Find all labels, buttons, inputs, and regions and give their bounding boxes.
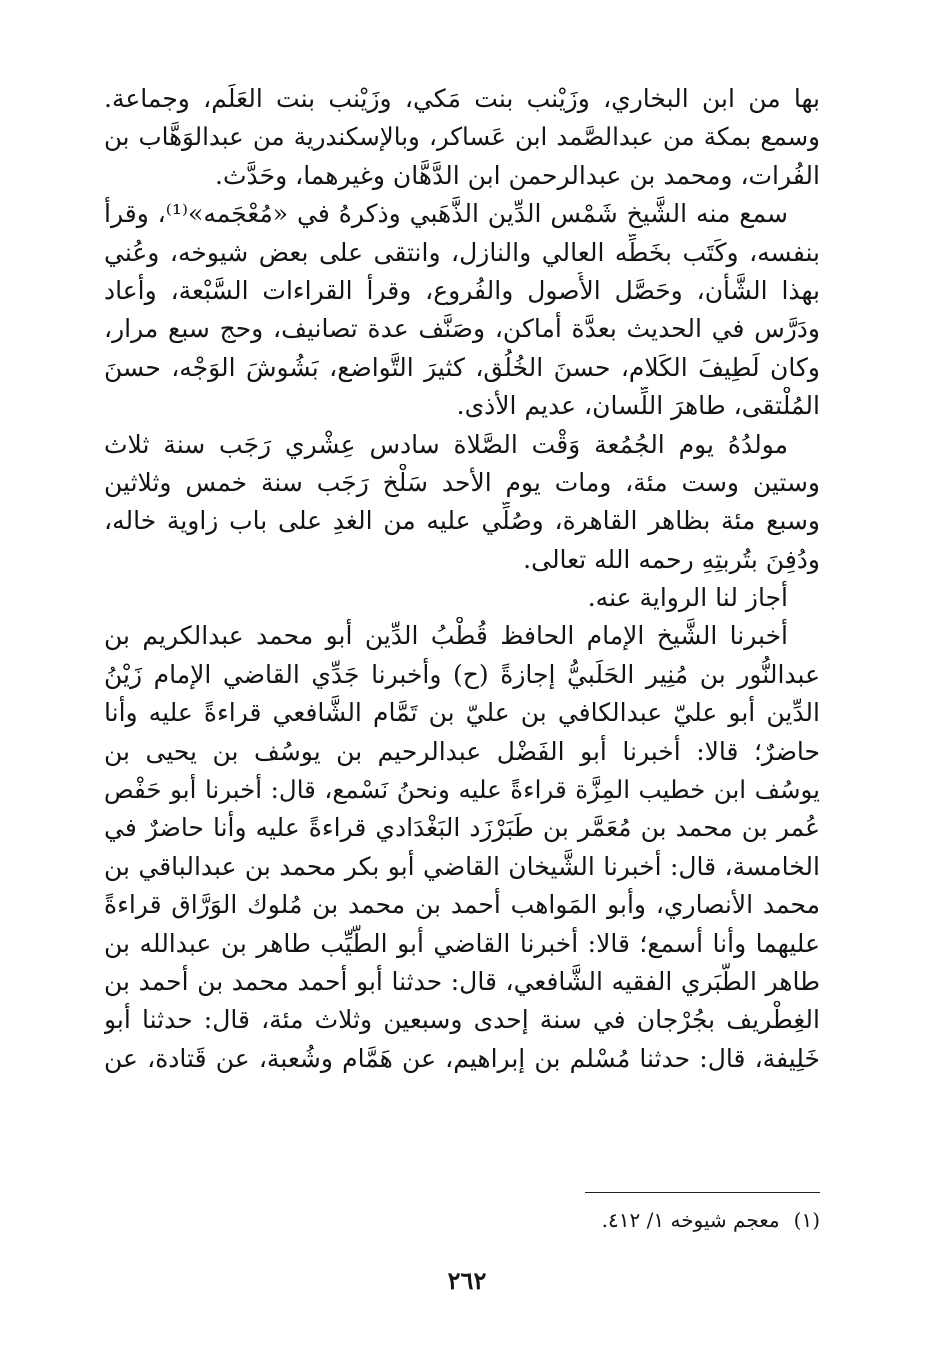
paragraph	[104, 617, 820, 1078]
text-line: الفُرات، ومحمد بن عبدالرحمن ابن الدَّهَّان وغيرهما، وحَدَّث.	[215, 160, 820, 190]
main-text	[104, 80, 820, 1078]
text-line: عُمر بن محمد بن مُعَمَّر بن طَبَرْزَد البَغْدَادي قراءةً عليه وأنا حاضرٌ في	[104, 813, 820, 843]
text-line: ودُفِنَ بتُربتِهِ رحمه الله تعالى.	[523, 544, 820, 574]
footnote-number: (١)	[793, 1208, 820, 1232]
text-line: بها من ابن البخاري، وزَيْنب بنت مَكي، وزَيْنب بنت العَلَم، وجماعة.	[104, 84, 820, 113]
text-line: محمد الأنصاري، وأبو المَواهب أحمد بن محمد بن مُلوك الوَرَّاق قراءةً	[104, 890, 820, 920]
text-line: المُلْتقى، طاهرَ اللِّسان، عديم الأذى.	[456, 391, 820, 421]
text-line: الخامسة، قال: أخبرنا الشَّيخان القاضي أبو بكر محمد بن عبدالباقي بن	[104, 851, 820, 881]
text-line: وستين وست مئة، ومات يوم الأحد سَلْخ رَجَب سنة خمس وثلاثين	[104, 467, 820, 497]
text-line: الدِّين أبو عليّ عبدالكافي بن عليّ بن تَمَّام الشَّافعي قراءةً عليه وأنا	[104, 698, 820, 728]
footnote	[300, 1206, 820, 1234]
paragraph	[104, 579, 820, 617]
text-line: الغِطْريف بجُرْجان في سنة إحدى وسبعين وثلاث مئة، قال: حدثنا أبو	[104, 1005, 820, 1035]
text-line: مولدُهُ يوم الجُمُعة وَقْت الصَّلاة سادس عِشْري رَجَب سنة ثلاث	[104, 429, 788, 459]
footnote-separator	[585, 1192, 820, 1193]
paragraph	[104, 426, 820, 580]
text-line: عليهما وأنا أسمع؛ قالا: أخبرنا القاضي أبو الطَّيِّب طاهر بن عبدالله بن	[104, 928, 820, 958]
text-line: أخبرنا الشَّيخ الإمام الحافظ قُطْبُ الدِّين أبو محمد عبدالكريم بن	[104, 621, 788, 651]
text-line: عبدالنُّور بن مُنِير الحَلَبيُّ إجازةً (ح) وأخبرنا جَدِّي القاضي الإمام زَيْنُ	[104, 659, 820, 689]
text-line: ودَرَّس في الحديث بعدَّة أماكن، وصَنَّف عدة تصانيف، وحج سبع مرار،	[104, 314, 820, 344]
text-line: وسمع بمكة من عبدالصَّمد ابن عَساكر، وبالإسكندرية من عبدالوَهَّاب بن	[104, 122, 820, 152]
text-line: حاضرٌ؛ قالا: أخبرنا أبو الفَضْل عبدالرحيم بن يوسُف بن يحيى بن	[104, 736, 820, 766]
text-line: أجاز لنا الرواية عنه.	[587, 583, 788, 613]
text-line: يوسُف ابن خطيب المِزَّة قراءةً عليه ونحنُ نَسْمع، قال: أخبرنا أبو حَفْص	[104, 775, 820, 805]
text-line: وسبع مئة بظاهر القاهرة، وصُلِّي عليه من الغدِ على باب زاوية خاله،	[104, 506, 820, 536]
text-line: طاهر الطَّبَري الفقيه الشَّافعي، قال: حدثنا أبو أحمد محمد بن أحمد بن	[104, 966, 820, 996]
footnote-text: معجم شيوخه ١/ ٤١٢.	[601, 1208, 780, 1232]
text-line: وكان لَطِيفَ الكَلام، حسنَ الخُلُق، كثيرَ التَّواضع، بَشُوشَ الوَجْه، حسنَ	[104, 352, 820, 382]
text-line: سمع منه الشَّيخ شَمْس الدِّين الذَّهَبي وذكرهُ في «مُعْجَمه»⁽¹⁾، وقرأ	[104, 199, 788, 229]
text-line: خَلِيفة، قال: حدثنا مُسْلم بن إبراهيم، عن هَمَّام وشُعبة، عن قَتادة، عن	[104, 1043, 820, 1073]
text-line: بنفسه، وكَتَب بخَطِّه العالي والنازل، وانتقى على بعض شيوخه، وعُني	[104, 237, 820, 267]
paragraph	[104, 195, 820, 425]
paragraph	[104, 80, 820, 195]
page-number: ٢٦٢	[447, 1266, 487, 1295]
text-line: بهذا الشَّأن، وحَصَّل الأُصول والفُروع، وقرأ القراءات السَّبْعة، وأعاد	[104, 275, 820, 305]
